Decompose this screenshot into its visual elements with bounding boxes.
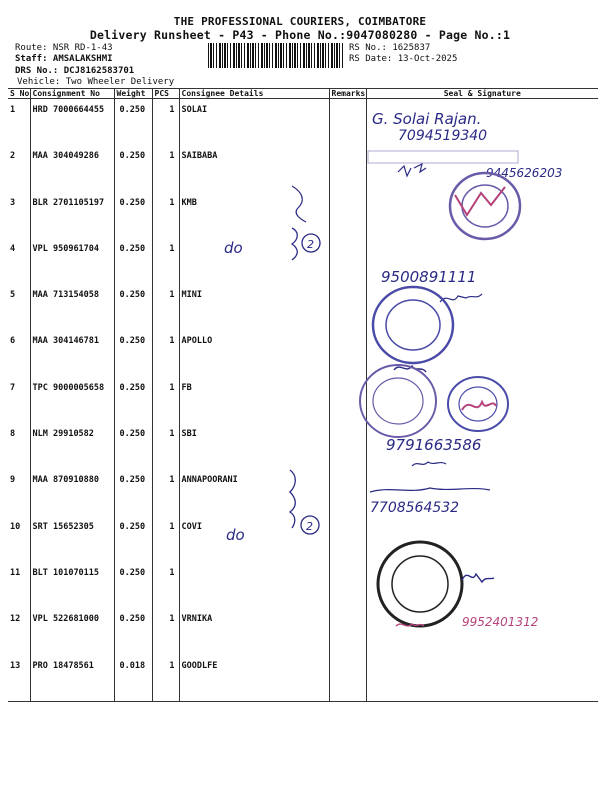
- consignee-cell: SOLAI: [179, 99, 329, 146]
- remarks-cell: [329, 469, 366, 515]
- consignment-cell: MAA 870910880: [30, 469, 114, 515]
- remarks-cell: [329, 377, 366, 423]
- handwritten-phone-5: 9500891111: [381, 268, 477, 286]
- company-title: THE PROFESSIONAL COURIERS, COIMBATORE: [173, 15, 427, 28]
- signature-cell: [366, 145, 598, 191]
- weight-cell: 0.250: [114, 608, 152, 654]
- consignment-cell: TPC 9000005658: [30, 377, 114, 423]
- consignee-cell: KMB: [179, 192, 329, 238]
- table-row: [8, 469, 598, 515]
- pcs-cell: 1: [152, 423, 179, 469]
- sno-cell: 3: [10, 197, 16, 208]
- remarks-cell: [329, 655, 366, 702]
- table-row: [8, 562, 598, 608]
- weight-cell: 0.250: [114, 145, 152, 191]
- remarks-cell: [329, 423, 366, 469]
- sno-cell: 8: [10, 429, 16, 440]
- remarks-cell: [329, 330, 366, 376]
- consignment-cell: VPL 522681000: [30, 608, 114, 654]
- sno-cell: 5: [10, 290, 16, 301]
- consignee-cell: [179, 238, 329, 284]
- signature-cell: [366, 284, 598, 330]
- handwritten-phone-1: 7094519340: [398, 128, 488, 144]
- remarks-cell: [329, 145, 366, 191]
- vehicle-label: Vehicle: Two Wheeler Delivery: [17, 77, 175, 87]
- table-row: [8, 423, 598, 469]
- remarks-cell: [329, 284, 366, 330]
- consignee-cell: APOLLO: [179, 330, 329, 376]
- table-row: [8, 238, 598, 284]
- svg-text:2: 2: [306, 520, 313, 533]
- sno-cell: 11: [10, 567, 21, 578]
- table-row: [8, 284, 598, 330]
- col-header-consignment: Consignment No: [30, 89, 114, 99]
- sno-cell: 9: [10, 475, 16, 486]
- consignment-cell: VPL 950961704: [30, 238, 114, 284]
- consignee-cell: VRNIKA: [179, 608, 329, 654]
- pcs-cell: 1: [152, 284, 179, 330]
- handwritten-phone-2: 9445626203: [486, 166, 563, 180]
- weight-cell: 0.018: [114, 655, 152, 702]
- sno-cell: 1: [10, 105, 16, 115]
- weight-cell: 0.250: [114, 423, 152, 469]
- signature-cell: [366, 562, 598, 608]
- signature-cell: [366, 238, 598, 284]
- table-row: [8, 192, 598, 238]
- signature-cell: [366, 377, 598, 423]
- barcode: [208, 43, 343, 68]
- weight-cell: 0.250: [114, 284, 152, 330]
- col-header-remarks: Remarks: [329, 89, 366, 99]
- pcs-cell: 1: [152, 330, 179, 376]
- pcs-cell: 1: [152, 655, 179, 702]
- col-header-sno: S No: [10, 89, 30, 98]
- signature-cell: [366, 469, 598, 515]
- col-header-weight: Weight: [114, 89, 152, 99]
- weight-cell: 0.250: [114, 192, 152, 238]
- consignee-cell: SBI: [179, 423, 329, 469]
- sno-cell: 6: [10, 336, 16, 347]
- runsheet-table: [8, 88, 598, 702]
- weight-cell: 0.250: [114, 469, 152, 515]
- weight-cell: 0.250: [114, 99, 152, 146]
- ditto-mark-row4: do: [224, 239, 243, 257]
- sno-cell: 2: [10, 151, 16, 162]
- table-row: [8, 145, 598, 191]
- remarks-cell: [329, 516, 366, 562]
- signature-cell: [366, 423, 598, 469]
- drs-label: DRS No.: DCJ8162583701: [15, 66, 135, 76]
- remarks-cell: [329, 192, 366, 238]
- handwritten-phone-10: 7708564532: [370, 500, 460, 516]
- sno-cell: 13: [8, 655, 30, 702]
- weight-cell: 0.250: [114, 377, 152, 423]
- pcs-cell: 1: [152, 145, 179, 191]
- signature-cell: [366, 608, 598, 654]
- weight-cell: 0.250: [114, 330, 152, 376]
- pcs-cell: 1: [152, 192, 179, 238]
- consignee-cell: GOODLFE: [179, 655, 329, 702]
- remarks-cell: [329, 99, 366, 146]
- signature-cell: [366, 655, 598, 702]
- sno-cell: 4: [10, 243, 16, 254]
- consignment-cell: BLR 2701105197: [30, 192, 114, 238]
- consignee-cell: ANNAPOORANI: [179, 469, 329, 515]
- consignee-cell: [179, 562, 329, 608]
- rs-date: RS Date: 13-Oct-2025: [349, 54, 458, 64]
- staff-label: Staff: AMSALAKSHMI: [15, 54, 113, 64]
- pcs-cell: 1: [152, 238, 179, 284]
- rs-number: RS No.: 1625837: [349, 43, 431, 53]
- table-row: [8, 377, 598, 423]
- table-row: [8, 516, 598, 562]
- col-header-seal: Seal & Signature: [366, 89, 598, 99]
- consignment-cell: NLM 29910582: [30, 423, 114, 469]
- ditto-mark-row11: do: [226, 526, 245, 544]
- handwritten-phone-13: 9952401312: [462, 615, 539, 629]
- remarks-cell: [329, 562, 366, 608]
- weight-cell: 0.250: [114, 516, 152, 562]
- consignment-cell: PRO 18478561: [30, 655, 114, 702]
- pcs-cell: 1: [152, 516, 179, 562]
- table-row: [8, 99, 598, 146]
- consignment-cell: SRT 15652305: [30, 516, 114, 562]
- signature-cell: [366, 192, 598, 238]
- runsheet-title: Delivery Runsheet - P43 - Phone No.:9047080280 - Page No.:1: [89, 28, 511, 42]
- signature-cell: [366, 516, 598, 562]
- remarks-cell: [329, 238, 366, 284]
- consignment-cell: MAA 713154058: [30, 284, 114, 330]
- consignee-cell: SAIBABA: [179, 145, 329, 191]
- consignment-cell: HRD 7000664455: [30, 99, 114, 146]
- signature-cell: [366, 99, 598, 146]
- handwritten-phone-9: 9791663586: [386, 436, 482, 454]
- svg-text:2: 2: [307, 238, 314, 251]
- table-row: [8, 608, 598, 654]
- consignment-cell: MAA 304146781: [30, 330, 114, 376]
- pcs-cell: 1: [152, 99, 179, 146]
- col-header-pcs: PCS: [152, 89, 179, 99]
- consignee-cell: COVI: [179, 516, 329, 562]
- consignee-cell: MINI: [179, 284, 329, 330]
- weight-cell: 0.250: [114, 238, 152, 284]
- pcs-cell: 1: [152, 608, 179, 654]
- table-header-row: [8, 89, 598, 99]
- signature-cell: [366, 330, 598, 376]
- table-row: [8, 330, 598, 376]
- weight-cell: 0.250: [114, 562, 152, 608]
- sno-cell: 7: [10, 382, 16, 393]
- table-row: [8, 655, 598, 702]
- consignment-cell: MAA 304049286: [30, 145, 114, 191]
- remarks-cell: [329, 608, 366, 654]
- sno-cell: 10: [10, 521, 21, 532]
- consignment-cell: BLT 101070115: [30, 562, 114, 608]
- handwritten-name-solai: G. Solai Rajan.: [372, 110, 482, 128]
- route-label: Route: NSR RD-1-43: [15, 43, 113, 53]
- sno-cell: 12: [10, 614, 21, 625]
- consignee-cell: FB: [179, 377, 329, 423]
- pcs-cell: 1: [152, 377, 179, 423]
- pcs-cell: 1: [152, 469, 179, 515]
- col-header-consignee: Consignee Details: [179, 89, 329, 99]
- pcs-cell: 1: [152, 562, 179, 608]
